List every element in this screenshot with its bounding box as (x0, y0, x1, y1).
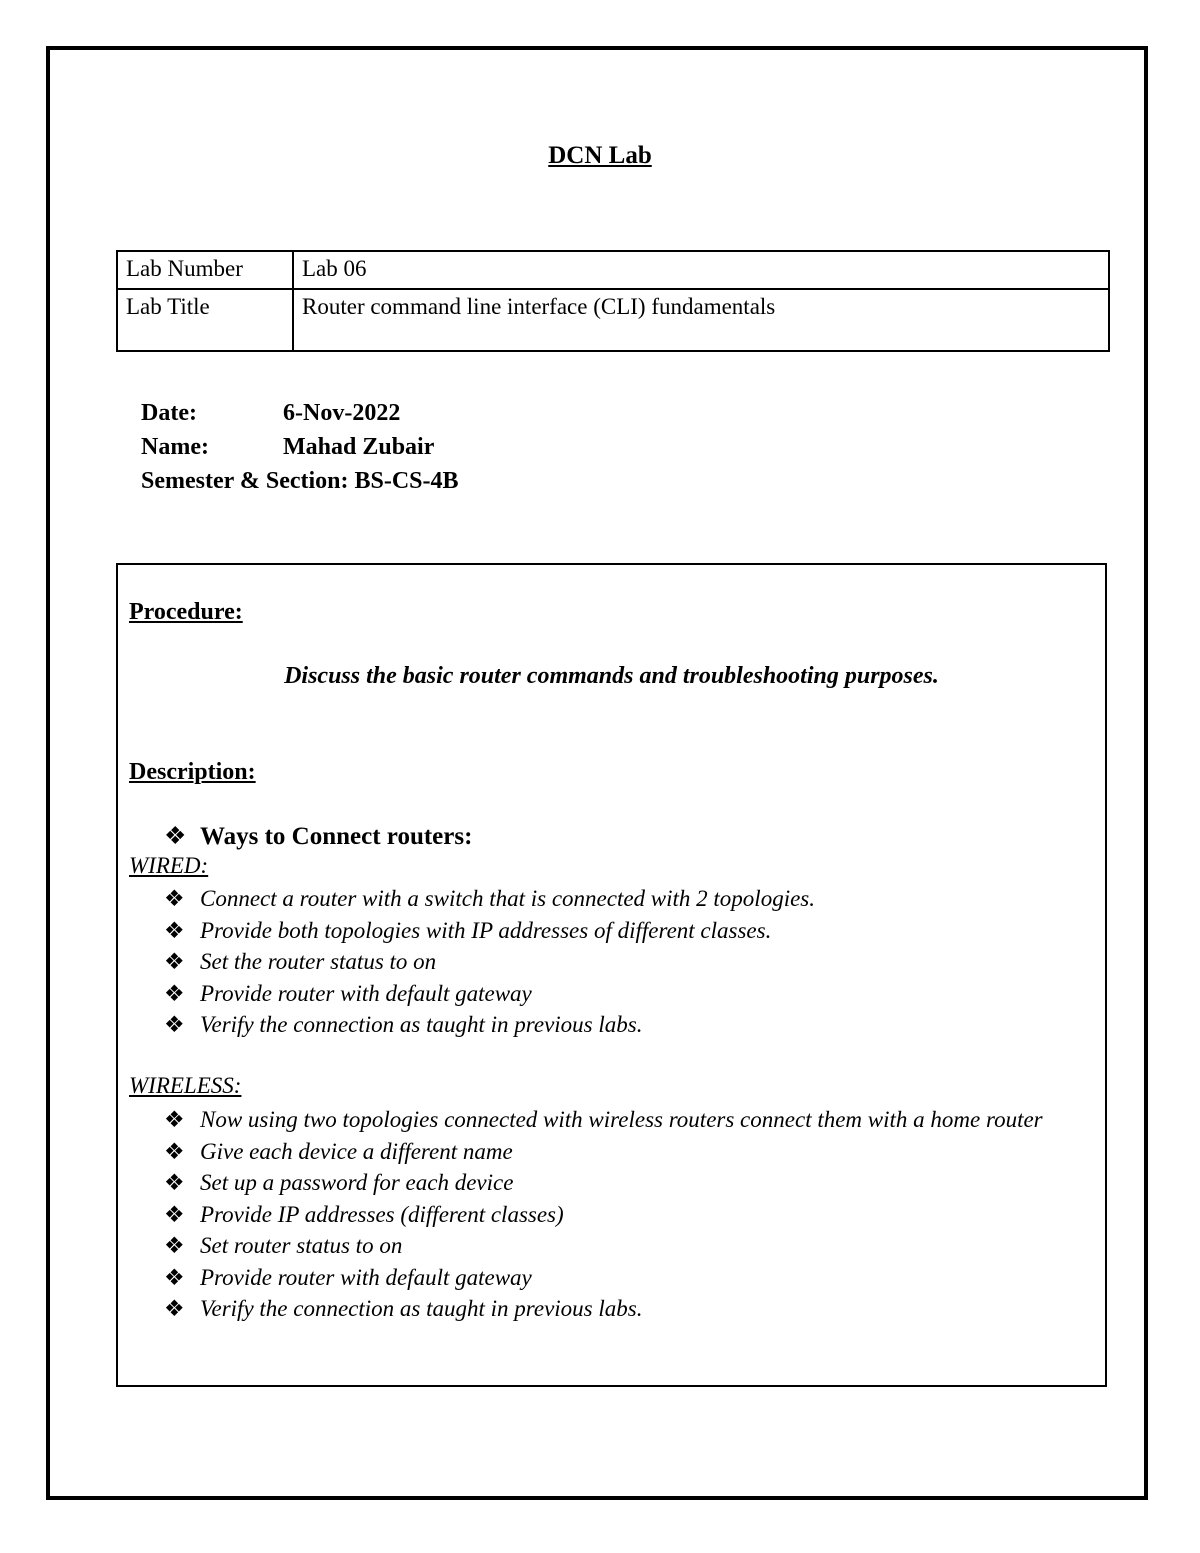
list-item: ❖ Connect a router with a switch that is connected with 2 topologies. (164, 883, 1080, 915)
name-label: Name: (141, 434, 209, 460)
bullet-icon: ❖ (164, 1201, 185, 1227)
lab-number-value: Lab 06 (293, 251, 1109, 289)
bullet-icon: ❖ (164, 823, 187, 850)
list-item: ❖ Set the router status to on (164, 946, 1080, 978)
wired-heading: WIRED: (129, 853, 209, 878)
date-value: 6-Nov-2022 (283, 400, 401, 426)
wired-list (164, 883, 1080, 1041)
wireless-list (164, 1104, 1080, 1325)
bullet-icon: ❖ (164, 917, 185, 943)
list-item: ❖ Set up a password for each device (164, 1167, 1080, 1199)
bullet-icon: ❖ (164, 886, 185, 911)
description-heading: Description: (129, 759, 256, 785)
document-title: DCN Lab (548, 142, 652, 169)
semester-row: Semester & Section: BS-CS-4B (141, 468, 459, 494)
bullet-icon: ❖ (164, 949, 185, 974)
ways-heading-row (164, 821, 472, 851)
lab-number-label: Lab Number (117, 251, 293, 289)
list-item: ❖ Provide both topologies with IP addresses of different classes. (164, 915, 1080, 947)
bullet-icon: ❖ (164, 980, 185, 1006)
list-item: ❖ Verify the connection as taught in previous labs. (164, 1293, 1080, 1325)
bullet-icon: ❖ (164, 1170, 185, 1195)
bullet-icon: ❖ (164, 1012, 185, 1037)
procedure-box (116, 563, 1107, 1387)
list-item: ❖ Provide router with default gateway (164, 1262, 1080, 1294)
list-item: ❖ Set router status to on (164, 1230, 1080, 1262)
list-item: ❖ Provide router with default gateway (164, 978, 1080, 1010)
bullet-icon: ❖ (164, 1296, 185, 1321)
bullet-icon: ❖ (164, 1233, 185, 1258)
list-item: ❖ Verify the connection as taught in previous labs. (164, 1009, 1080, 1041)
bullet-icon: ❖ (164, 1138, 185, 1164)
procedure-heading: Procedure: (129, 599, 243, 625)
ways-heading: Ways to Connect routers: (200, 823, 473, 850)
student-meta (141, 396, 459, 498)
procedure-text: Discuss the basic router commands and troubleshooting purposes. (284, 663, 939, 689)
name-row (141, 430, 459, 464)
wireless-heading: WIRELESS: (129, 1073, 242, 1098)
lab-title-value: Router command line interface (CLI) fundamentals (293, 289, 1109, 351)
bullet-icon: ❖ (164, 1107, 185, 1132)
lab-info-table (116, 250, 1110, 352)
lab-title-label: Lab Title (117, 289, 293, 351)
name-value: Mahad Zubair (283, 434, 435, 460)
list-item: ❖ Give each device a different name (164, 1136, 1080, 1168)
list-item: ❖ Provide IP addresses (different classes) (164, 1199, 1080, 1231)
table-row (117, 289, 1109, 351)
date-label: Date: (141, 400, 197, 426)
date-row (141, 396, 459, 430)
bullet-icon: ❖ (164, 1264, 185, 1290)
list-item: ❖ Now using two topologies connected with wireless routers connect them with a home router (164, 1104, 1080, 1136)
table-row (117, 251, 1109, 289)
